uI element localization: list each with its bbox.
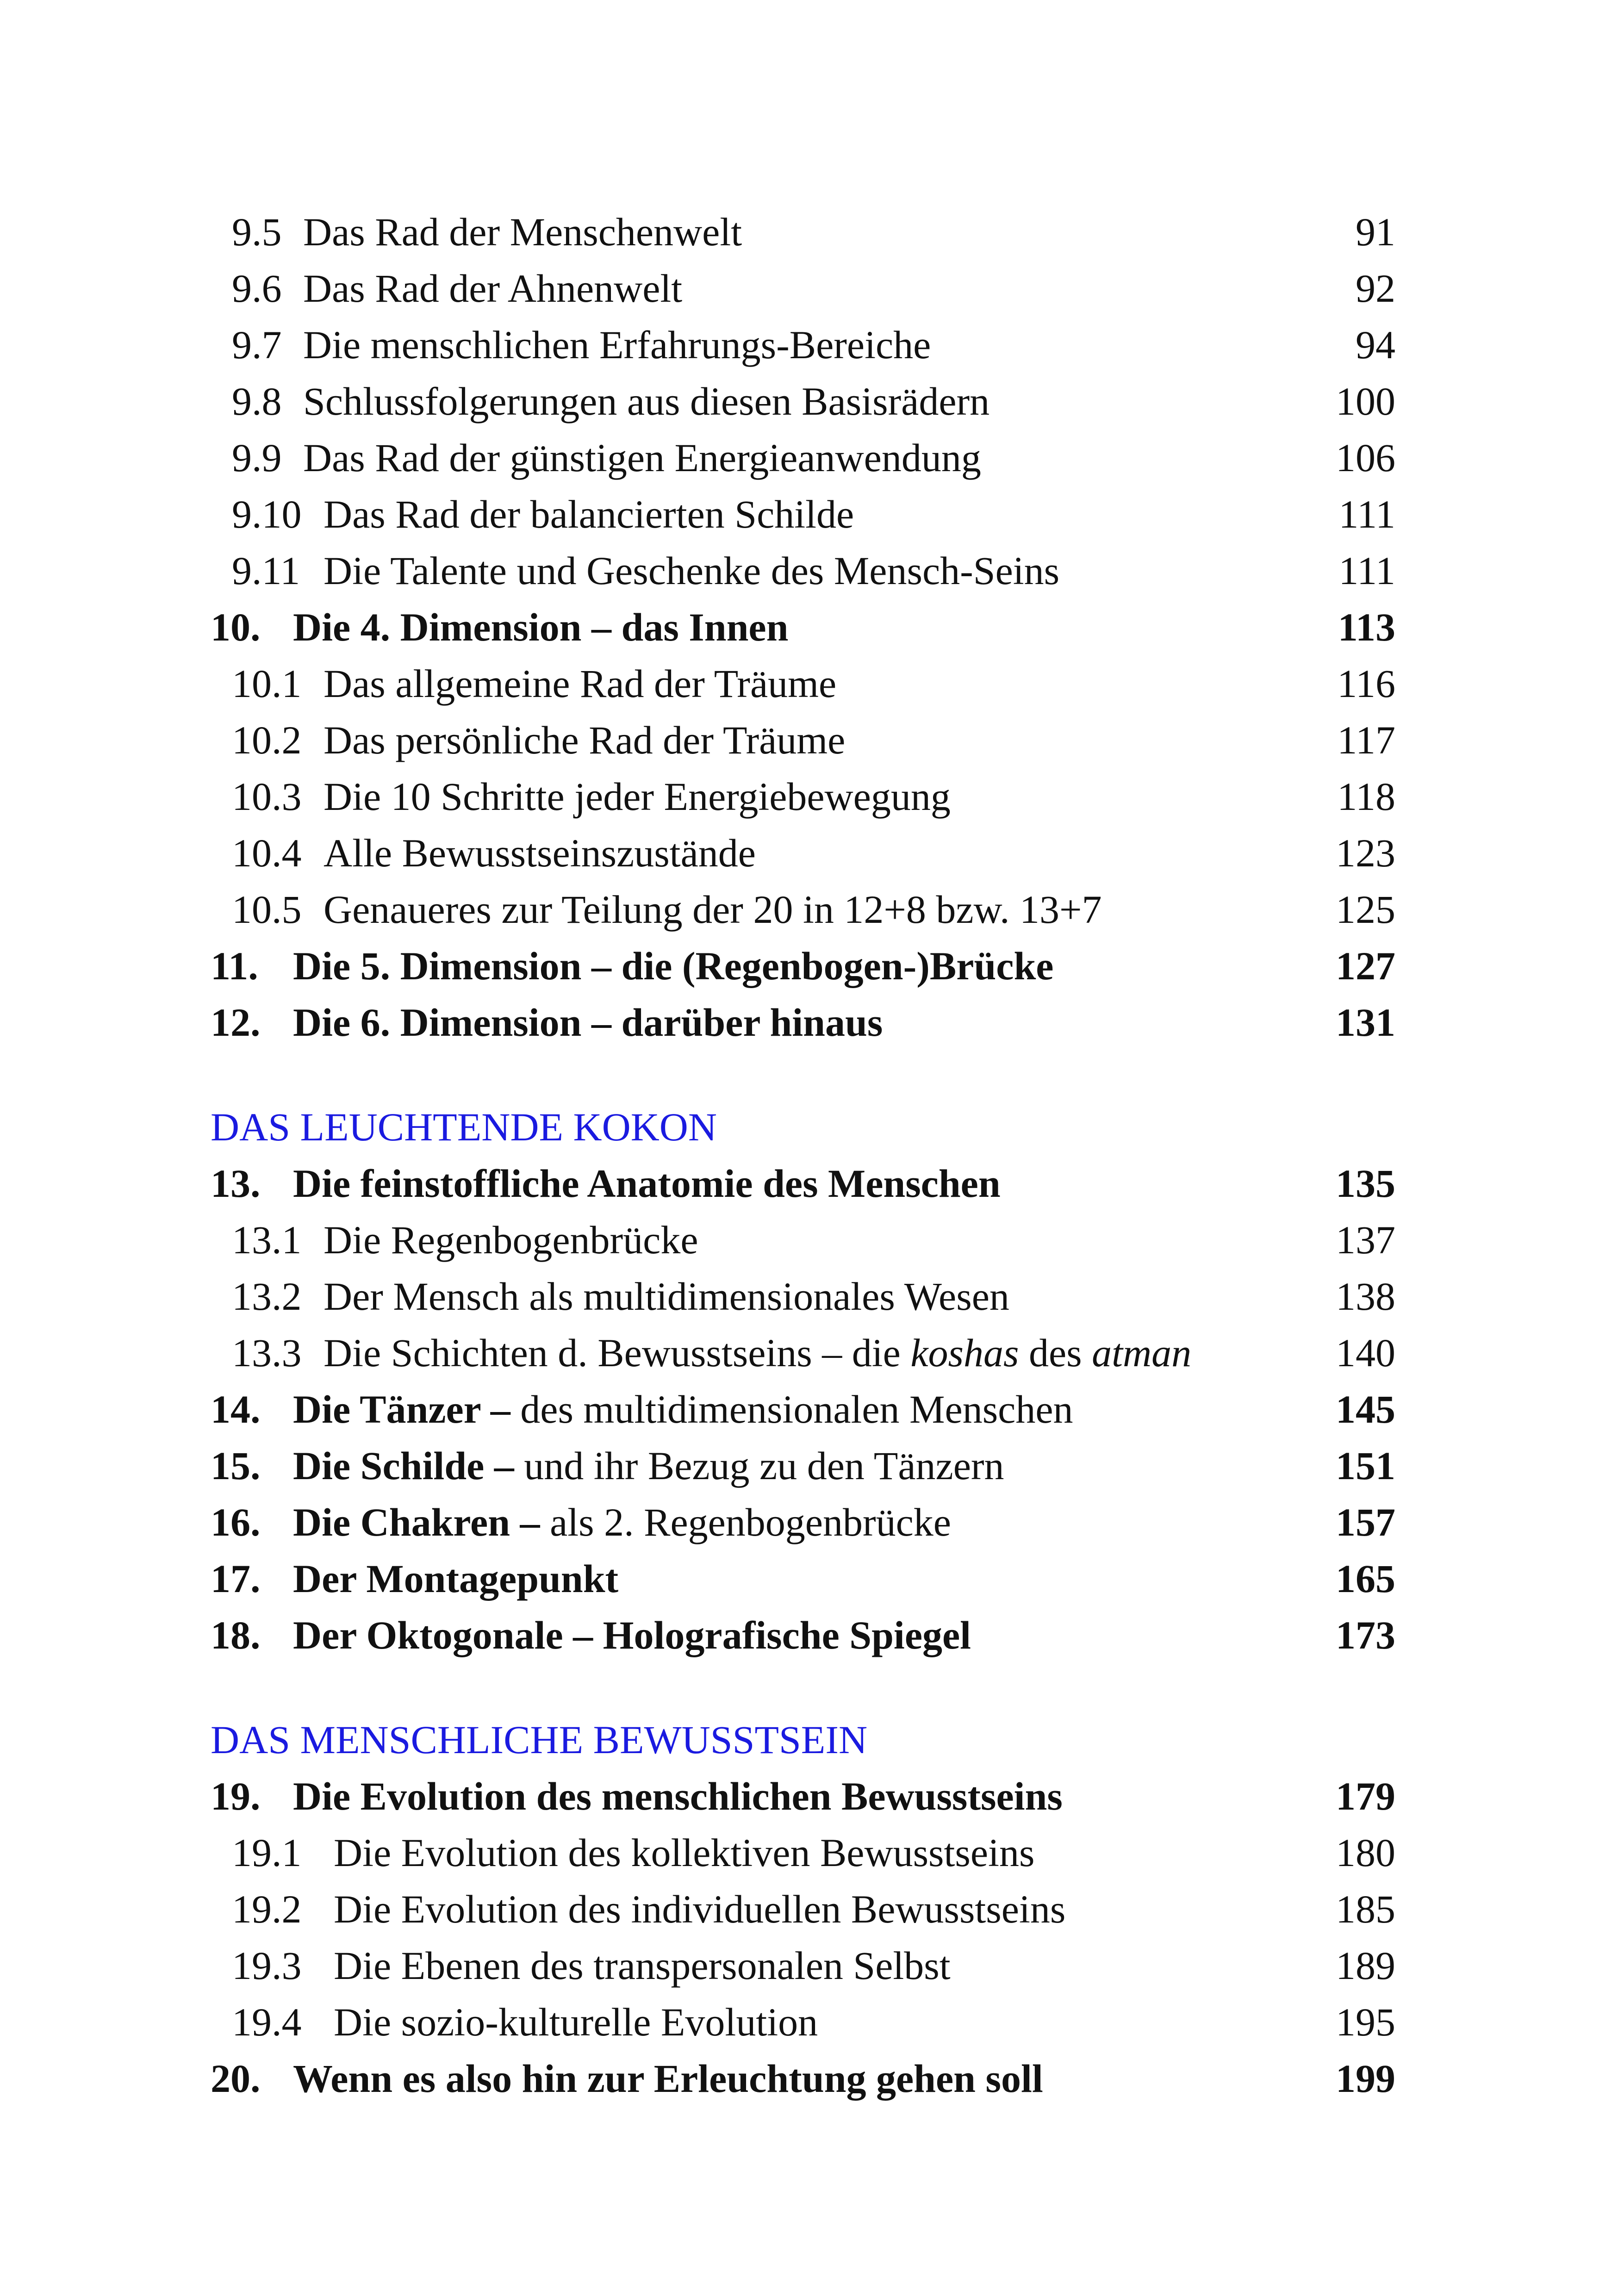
toc-entry-number: 13.3 — [232, 1331, 302, 1375]
toc-entry-title-italic: atman — [1092, 1331, 1192, 1375]
toc-entry — [211, 655, 1395, 712]
toc-chapter-page: 165 — [1336, 1556, 1395, 1601]
toc-entry-title: Das Rad der balancierten Schilde — [324, 492, 854, 536]
toc-entry — [211, 1994, 1395, 2050]
toc-chapter-title: Wenn es also hin zur Erleuchtung gehen soll — [293, 2056, 1043, 2101]
toc-chapter — [211, 938, 1395, 994]
section-heading: DAS LEUCHTENDE KOKON — [211, 1105, 717, 1149]
toc-chapter-title — [293, 1381, 1073, 1437]
toc-entry-page: 125 — [1336, 887, 1395, 932]
toc-chapter-number: 18. — [211, 1613, 261, 1657]
toc-entry — [211, 1325, 1395, 1381]
toc-chapter-page: 199 — [1336, 2056, 1395, 2101]
toc-chapter-title — [293, 1494, 951, 1550]
toc-chapter — [211, 1494, 1395, 1550]
toc-entry — [211, 1824, 1395, 1881]
toc-entry — [211, 317, 1395, 373]
toc-entry-page: 117 — [1337, 718, 1395, 762]
toc-entry-title: Die Evolution des kollektiven Bewusstseins — [334, 1830, 1035, 1875]
toc-entry-page: 116 — [1337, 661, 1395, 706]
toc-entry — [211, 712, 1395, 768]
toc-chapter-title-rest: des multidimensionalen Menschen — [510, 1387, 1073, 1431]
toc-entry-page: 140 — [1336, 1331, 1395, 1375]
toc-chapter-title: Die 5. Dimension – die (Regenbogen-)Brücke — [293, 944, 1054, 988]
toc-chapter-title: Die 4. Dimension – das Innen — [293, 605, 789, 649]
toc-entry-title-part: des — [1019, 1331, 1092, 1375]
toc-entry-title: Die Regenbogenbrücke — [324, 1218, 698, 1262]
toc-entry-title: Die menschlichen Erfahrungs-Bereiche — [303, 323, 931, 367]
toc-chapter — [211, 1768, 1395, 1824]
toc-chapter-title-rest: und ihr Bezug zu den Tänzern — [514, 1444, 1004, 1488]
toc-entry — [211, 1268, 1395, 1325]
toc-chapter-page: 135 — [1336, 1161, 1395, 1206]
toc-chapter-title: Der Montagepunkt — [293, 1556, 619, 1601]
toc-entry-page: 94 — [1356, 323, 1395, 367]
toc-chapter — [211, 994, 1395, 1051]
toc-entry-number: 19.3 — [232, 1943, 302, 1988]
toc-entry — [211, 1212, 1395, 1268]
toc-entry-title: Das persönliche Rad der Träume — [324, 718, 846, 762]
toc-entry-number: 10.4 — [232, 831, 302, 875]
toc-chapter — [211, 1381, 1395, 1437]
toc-entry-number: 19.1 — [232, 1830, 302, 1875]
toc-block-kokon — [211, 1099, 1395, 1663]
toc-chapter-page: 145 — [1336, 1387, 1395, 1431]
toc-chapter — [211, 1155, 1395, 1212]
toc-chapter-number: 17. — [211, 1556, 261, 1601]
toc-entry-page: 123 — [1336, 831, 1395, 875]
toc-entry-page: 100 — [1336, 379, 1395, 423]
section-heading: DAS MENSCHLICHE BEWUSSTSEIN — [211, 1717, 868, 1762]
toc-entry — [211, 373, 1395, 429]
toc-entry-number: 9.5 — [232, 210, 282, 254]
toc-entry-title-part: Die Schichten d. Bewusstseins – die — [324, 1331, 911, 1375]
toc-entry-page: 185 — [1336, 1887, 1395, 1931]
toc-entry-number: 10.3 — [232, 774, 302, 819]
toc-entry-number: 10.1 — [232, 661, 302, 706]
toc-entry-number: 9.9 — [232, 436, 282, 480]
toc-chapter-title: Die Evolution des menschlichen Bewusstseins — [293, 1774, 1063, 1818]
toc-chapter — [211, 1550, 1395, 1607]
toc-entry-page: 180 — [1336, 1830, 1395, 1875]
toc-entry-title: Die Ebenen des transpersonalen Selbst — [334, 1943, 951, 1988]
table-of-contents — [211, 204, 1395, 2107]
toc-chapter-page: 157 — [1336, 1500, 1395, 1544]
toc-entry-number: 10.2 — [232, 718, 302, 762]
toc-entry — [211, 542, 1395, 599]
toc-chapter-page: 131 — [1336, 1000, 1395, 1045]
toc-entry-title: Die sozio-kulturelle Evolution — [334, 2000, 818, 2044]
toc-entry-title: Das allgemeine Rad der Träume — [324, 661, 837, 706]
toc-chapter — [211, 599, 1395, 655]
toc-entry-title: Die 10 Schritte jeder Energiebewegung — [324, 774, 951, 819]
toc-entry-title: Das Rad der Menschenwelt — [303, 210, 742, 254]
toc-entry-number: 19.2 — [232, 1887, 302, 1931]
toc-entry-page: 137 — [1336, 1218, 1395, 1262]
toc-chapter-number: 10. — [211, 605, 261, 649]
toc-entry-number: 9.10 — [232, 492, 302, 536]
toc-chapter — [211, 1607, 1395, 1663]
toc-entry-number: 9.8 — [232, 379, 282, 423]
toc-chapter — [211, 1437, 1395, 1494]
toc-entry-number: 9.7 — [232, 323, 282, 367]
toc-entry-title: Die Evolution des individuellen Bewusstseins — [334, 1887, 1066, 1931]
toc-entry-page: 189 — [1336, 1943, 1395, 1988]
toc-entry-title: Genaueres zur Teilung der 20 in 12+8 bzw. 13+7 — [324, 887, 1102, 932]
toc-entry-number: 13.1 — [232, 1218, 302, 1262]
toc-entry — [211, 204, 1395, 260]
toc-chapter-number: 16. — [211, 1500, 261, 1544]
toc-chapter-number: 14. — [211, 1387, 261, 1431]
toc-entry-title: Das Rad der Ahnenwelt — [303, 266, 683, 311]
toc-entry-page: 195 — [1336, 2000, 1395, 2044]
toc-chapter — [211, 2050, 1395, 2107]
toc-chapter-number: 12. — [211, 1000, 261, 1045]
toc-entry-number: 9.11 — [232, 548, 300, 593]
toc-entry — [211, 1937, 1395, 1994]
toc-entry-title: Der Mensch als multidimensionales Wesen — [324, 1274, 1009, 1319]
toc-entry — [211, 1881, 1395, 1937]
toc-entry-title — [324, 1325, 1191, 1381]
toc-entry-page: 118 — [1337, 774, 1395, 819]
toc-entry-number: 19.4 — [232, 2000, 302, 2044]
toc-chapter-title-bold: Die Chakren – — [293, 1500, 540, 1544]
toc-entry-page: 92 — [1356, 266, 1395, 311]
section-gap — [211, 1051, 1395, 1099]
toc-chapter-title-bold: Die Schilde – — [293, 1444, 514, 1488]
toc-entry-title-italic: koshas — [910, 1331, 1019, 1375]
toc-chapter-number: 13. — [211, 1161, 261, 1206]
toc-entry — [211, 260, 1395, 317]
toc-chapter-title: Die feinstoffliche Anatomie des Menschen — [293, 1161, 1001, 1206]
toc-chapter-number: 20. — [211, 2056, 261, 2101]
toc-entry-page: 106 — [1336, 436, 1395, 480]
section-gap — [211, 1663, 1395, 1711]
toc-entry-page: 138 — [1336, 1274, 1395, 1319]
toc-entry — [211, 825, 1395, 881]
toc-chapter-title: Die 6. Dimension – darüber hinaus — [293, 1000, 883, 1045]
toc-chapter-page: 179 — [1336, 1774, 1395, 1818]
toc-entry-page: 91 — [1356, 210, 1395, 254]
toc-chapter-number: 15. — [211, 1444, 261, 1488]
toc-block-bewusstsein — [211, 1711, 1395, 2107]
toc-chapter-title-bold: Die Tänzer – — [293, 1387, 510, 1431]
toc-entry-number: 10.5 — [232, 887, 302, 932]
toc-entry-title: Die Talente und Geschenke des Mensch-Seins — [324, 548, 1060, 593]
toc-entry — [211, 429, 1395, 486]
toc-entry-page: 111 — [1338, 548, 1395, 593]
toc-entry-number: 9.6 — [232, 266, 282, 311]
toc-entry-number: 13.2 — [232, 1274, 302, 1319]
toc-chapter-number: 19. — [211, 1774, 261, 1818]
toc-chapter-page: 113 — [1338, 605, 1395, 649]
toc-chapter-title-rest: als 2. Regenbogenbrücke — [540, 1500, 951, 1544]
toc-chapter-page: 151 — [1336, 1444, 1395, 1488]
toc-chapter-title: Der Oktogonale – Holografische Spiegel — [293, 1613, 971, 1657]
toc-chapter-number: 11. — [211, 944, 258, 988]
toc-entry-title: Alle Bewusstseinszustände — [324, 831, 756, 875]
toc-chapter-title — [293, 1437, 1004, 1494]
toc-block-continuation — [211, 204, 1395, 1051]
toc-entry — [211, 881, 1395, 938]
toc-entry — [211, 486, 1395, 542]
toc-chapter-page: 173 — [1336, 1613, 1395, 1657]
toc-entry-title: Schlussfolgerungen aus diesen Basisrädern — [303, 379, 990, 423]
toc-entry — [211, 768, 1395, 825]
toc-entry-page: 111 — [1338, 492, 1395, 536]
toc-entry-title: Das Rad der günstigen Energieanwendung — [303, 436, 981, 480]
toc-chapter-page: 127 — [1336, 944, 1395, 988]
